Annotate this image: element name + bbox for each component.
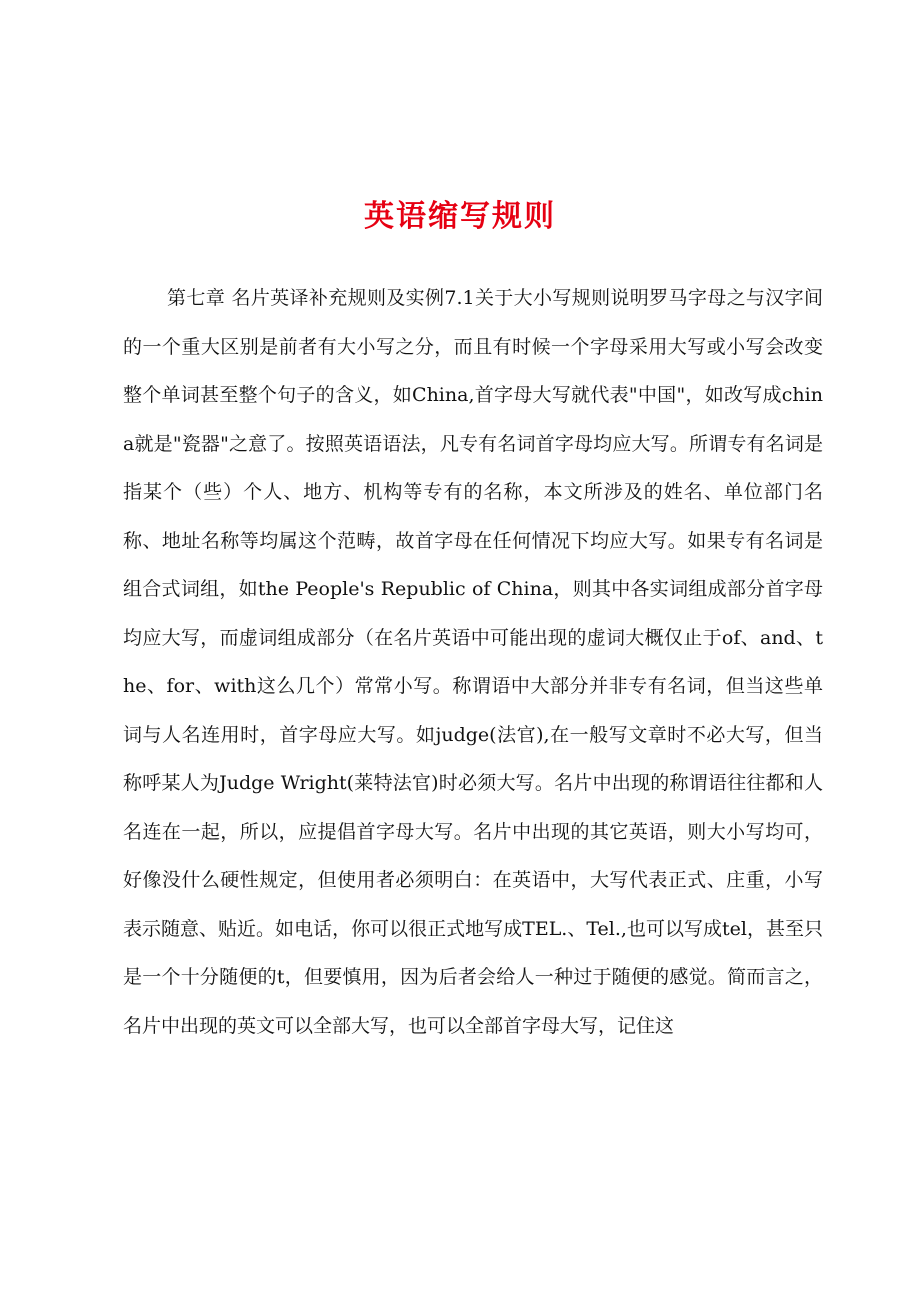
document-title: 英语缩写规则 [364,199,556,234]
body-paragraph: 第七章 名片英译补充规则及实例7.1关于大小写规则说明罗马字母之与汉字间的一个重大区别是前者有大小写之分，而且有时候一个字母采用大写或小写会改变整个单词甚至整个句子的含义，如China,首字母大写就代表"中国"，如改写成china就是"瓷器"之意了。按照英语语法，凡专有名词首字母均应大写。所谓专有名词是指某个（些）个人、地方、机构等专有的名称，本文所涉及的姓名、单位部门名称、地址名称等均属这个范畴，故首字母在任何情况下均应大写。如果专有名词是组合式词组，如the People's Republic of China，则其中各实词组成部分首字母均应大写，而虚词组成部分（在名片英语中可能出现的虚词大概仅止于of、and、the、for、with这么几个）常常小写。称谓语中大部分并非专有名词，但当这些单词与人名连用时，首字母应大写。如judge(法官),在一般写文章时不必大写，但当称呼某人为Judge Wright(莱特法官)时必须大写。名片中出现的称谓语往往都和人名连在一起，所以，应提倡首字母大写。名片中出现的其它英语，则大小写均可，好像没什么硬性规定，但使用者必须明白：在英语中，大写代表正式、庄重，小写表示随意、贴近。如电话，你可以很正式地写成TEL.、Tel.,也可以写成tel，甚至只是一个十分随便的t，但要慎用，因为后者会给人一种过于随便的感觉。简而言之，名片中出现的英文可以全部大写，也可以全部首字母大写，记住这 [123,287,823,1037]
